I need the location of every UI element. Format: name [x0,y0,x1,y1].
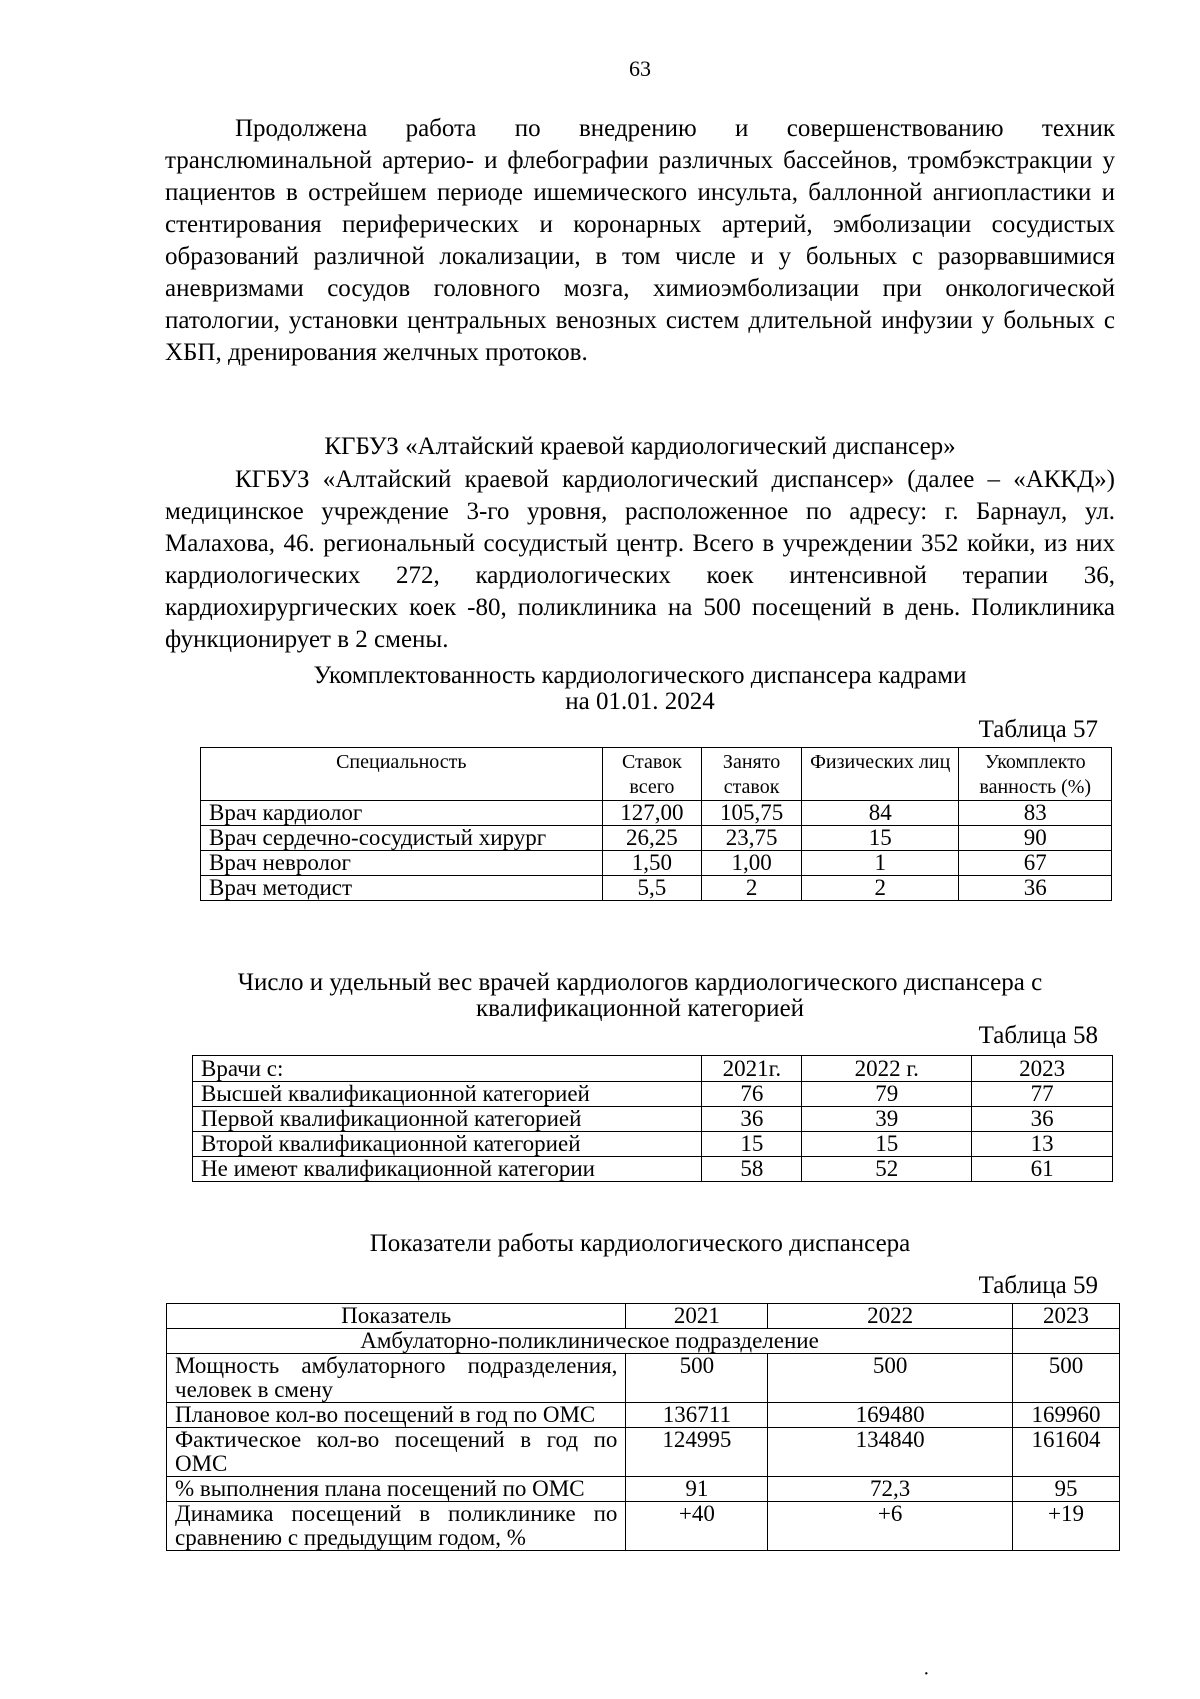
table-cell: +19 [1013,1502,1120,1551]
table-cell: 127,00 [602,801,702,826]
table-cell: 13 [972,1132,1113,1157]
table-cell: 72,3 [768,1477,1013,1502]
column-header: Врачи с: [193,1056,702,1082]
table-cell: 169960 [1013,1403,1120,1428]
table-cell: Врач кардиолог [201,801,603,826]
table-cell: 15 [702,1132,802,1157]
column-header: Занято ставок [702,748,802,801]
table-cell: 36 [959,876,1112,901]
column-header: Ставок всего [602,748,702,801]
table58-label: Таблица 58 [978,1022,1098,1049]
table-cell: 83 [959,801,1112,826]
table-cell: 39 [802,1107,972,1132]
empty-cell [1013,1329,1120,1354]
column-header: 2022 [768,1304,1013,1329]
table-row [167,1354,1120,1403]
table-cell: % выполнения плана посещений по ОМС [167,1477,626,1502]
table-cell: 77 [972,1082,1113,1107]
table-cell: 36 [702,1107,802,1132]
table-cell: Врач методист [201,876,603,901]
table-cell: 23,75 [702,826,802,851]
section-cell: Амбулаторно-поликлиническое подразделение [167,1329,1013,1354]
table58-title-line2: квалификационной категорией [475,995,805,1022]
column-header: 2023 [1013,1304,1120,1329]
column-header: 2022 г. [802,1056,972,1082]
table-cell: 500 [1013,1354,1120,1403]
scan-speck: · [923,1663,930,1685]
table57-label: Таблица 57 [978,716,1098,743]
column-header: Укомплекто ванность (%) [959,748,1112,801]
table-cell: +40 [626,1502,768,1551]
table-cell: Высшей квалификационной категорией [193,1082,702,1107]
table-header-row [193,1056,1113,1082]
table-header-row [201,748,1112,801]
column-header: Физических лиц [801,748,959,801]
table-row [167,1428,1120,1477]
table-cell: 2 [702,876,802,901]
table-cell: Врач сердечно-сосудистый хирург [201,826,603,851]
table-cell: 36 [972,1107,1113,1132]
table-cell: 15 [802,1132,972,1157]
table-cell: 91 [626,1477,768,1502]
paragraph-akkd [165,464,1115,656]
org-heading: КГБУЗ «Алтайский краевой кардиологический диспансер» [324,433,956,460]
table-cell: 500 [768,1354,1013,1403]
table-cell: 90 [959,826,1112,851]
table-row [193,1157,1113,1182]
table-cell: Плановое кол-во посещений в год по ОМС [167,1403,626,1428]
table-row [193,1132,1113,1157]
table-cell: 500 [626,1354,768,1403]
table-cell: 79 [802,1082,972,1107]
table-header-row [167,1304,1120,1329]
table59-label: Таблица 59 [978,1272,1098,1299]
table-cell: Врач невролог [201,851,603,876]
table58-title-line1: Число и удельный вес врачей кардиологов кардиологического диспансера с [237,969,1043,996]
table-row [193,1107,1113,1132]
table-row [167,1403,1120,1428]
table-cell: 84 [801,801,959,826]
table-row [201,851,1112,876]
table-row [193,1082,1113,1107]
table-row [167,1477,1120,1502]
table-cell: Первой квалификационной категорией [193,1107,702,1132]
table-cell: 134840 [768,1428,1013,1477]
table-cell: 95 [1013,1477,1120,1502]
table59-title: Показатели работы кардиологического диспансера [369,1230,911,1257]
table-cell: 61 [972,1157,1113,1182]
table-cell: 1 [801,851,959,876]
table57-title [165,663,1115,715]
table-cell: 58 [702,1157,802,1182]
table-cell: 161604 [1013,1428,1120,1477]
column-header: 2023 [972,1056,1113,1082]
table-cell: 1,50 [602,851,702,876]
table-cell: 1,00 [702,851,802,876]
table-row [201,826,1112,851]
table57-title-line1: Укомплектованность кардиологического диспансера кадрами [313,662,967,689]
table58-title [160,970,1120,1022]
table-cell: 67 [959,851,1112,876]
table-cell: 5,5 [602,876,702,901]
column-header: Специальность [201,748,603,801]
table-row [201,876,1112,901]
paragraph-intervention [165,113,1115,369]
paragraph-akkd-text: КГБУЗ «Алтайский краевой кардиологический диспансер» (далее – «АККД») медицинское учреждение 3-го уровня, расположенное по адресу: г. Барнаул, ул. Малахова, 46. региональный сосудистый центр. Всего в учреждении 352 койки, из них кардиологических 272, кардиологических коек интенсивной терапии 36, кардиохирургических коек -80, поликлиника на 500 посещений в день. Поликлиника функционирует в 2 смены. [165,466,1115,653]
table-cell: 15 [801,826,959,851]
table58 [192,1055,1113,1182]
column-header: 2021г. [702,1056,802,1082]
table-row [201,801,1112,826]
column-header: 2021 [626,1304,768,1329]
table57-title-line2: на 01.01. 2024 [565,688,715,715]
page-number: 63 [629,56,651,81]
table-cell: +6 [768,1502,1013,1551]
table-cell: Не имеют квалификационной категории [193,1157,702,1182]
table-cell: 105,75 [702,801,802,826]
table-cell: 136711 [626,1403,768,1428]
table57 [200,747,1112,901]
column-header: Показатель [167,1304,626,1329]
table-section-row [167,1329,1120,1354]
table-cell: Мощность амбулаторного подразделения, человек в смену [167,1354,626,1403]
table-cell: Динамика посещений в поликлинике по сравнению с предыдущим годом, % [167,1502,626,1551]
table59 [166,1303,1120,1551]
table-cell: 169480 [768,1403,1013,1428]
table-cell: 124995 [626,1428,768,1477]
table-cell: 52 [802,1157,972,1182]
table-cell: 2 [801,876,959,901]
table-cell: 76 [702,1082,802,1107]
table-cell: Второй квалификационной категорией [193,1132,702,1157]
table-cell: 26,25 [602,826,702,851]
table-row [167,1502,1120,1551]
paragraph-intervention-text: Продолжена работа по внедрению и совершенствованию техник транслюминальной артерио- и флебографии различных бассейнов, тромбэкстракции у пациентов в острейшем периоде ишемического инсульта, баллонной ангиопластики и стентирования периферических и коронарных артерий, эмболизации сосудистых образований различной локализации, в том числе и у больных с разорвавшимися аневризмами сосудов головного мозга, химиоэмболизации при онкологической патологии, установки центральных венозных систем длительной инфузии у больных с ХБП, дренирования желчных протоков. [165,115,1115,366]
table-cell: Фактическое кол-во посещений в год по ОМС [167,1428,626,1477]
